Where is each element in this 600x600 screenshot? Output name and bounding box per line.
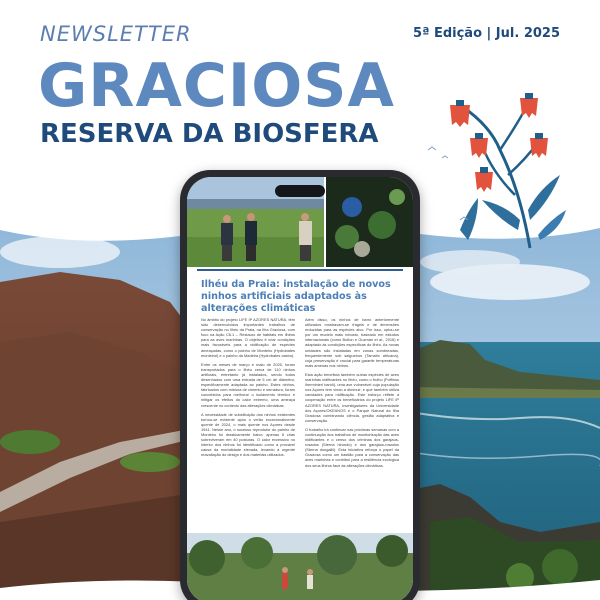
article-bottom-photo [187, 533, 413, 600]
article-paragraph: Além disso, os ninhos de barro anteriormente utilizados mostravam-se frágeis e de dimensões reduzidas para as espécies alvo. Por isso, optou-se por um modelo mais robusto, baseado em estudos internacionais (como Bolton e Guzmán et al., 2016) e adaptado às condições específicas do Ilhéu. As novas unidades são instaladas em zonas sombreadas, frequentemente sob salgueiros (Tamarix africana), cuja preservação é crucial para garantir temperaturas mais amenas nos ninhos. [305, 317, 399, 368]
article-column-right [305, 317, 399, 472]
article-paragraph: No âmbito do projeto LIFE IP AZORES NATURA, têm sido desenvolvidos importantes trabalhos de conservação no Ilhéu da Praia, na Ilha Graciosa, com foco na Ação C6.1 – Restauro de habitats em ilhéus para as aves marinhas. O objetivo é criar condições mais favoráveis para a nidificação de espécies ameaçadas, como o painho de Monteiro (Hydrobates monteiroi) e o painho da Madeira (Hydrobates castro). [201, 317, 295, 358]
article-paragraph: A necessidade de substituição dos ninhos existentes tornou-se evidente após o verão excecionalmente quente de 2024, o mais quente nos Açores desde 1941. Nesse ano, o sucesso reprodutor do painho de Monteiro foi drasticamente baixo: apenas 6 crias sobreviveram em 40 posturas. O calor excessivo no interior dos ninhos foi identificado como a provável causa da mortalidade elevada, levando à urgente reavaliação do design e dos materiais utilizados. [201, 411, 295, 458]
bellflower-illustration [420, 70, 570, 250]
article-paragraph: Esta ação beneficia também outras espécies de aves marinhas nidificantes no Ilhéu, como o frulho (Puffinus lherminieri baroli), uma ave vulnerável cuja população nos Açores tem vindo a diminuir, e que também utiliza cavidades para nidificação. Este esforço reflete a cooperação entre os beneficiários do projeto LIFE IP AZORES NATURA, investigadores da Universidade dos Açores/OKEANOS e o Parque Natural da Ilha Graciosa combinando ciência, gestão adaptativa e conservação. [305, 371, 399, 423]
newsletter-kicker: NEWSLETTER [40, 22, 192, 46]
article-paragraph: Entre os meses de março e maio de 2025, foram transportados para o Ilhéu cerca de 110 ninhos artificiais, entretanto já instalados, sendo todos desenhados com uma entrada de 5 cm de diâmetro, especificamente adaptada ao painho. Estes ninhos, fabricados com mistura de cimento e serradura, foram concebidos para melhorar o isolamento térmico e mitigar os efeitos do calor extremo, uma ameaça crescente no contexto das alterações climáticas. [201, 361, 295, 408]
article-paragraph: O trabalho irá continuar nas próximas semanas com a continuação dos trabalhos de monitorização das aves nidificantes e o censo dos criminas dos garajaus-rosados (Sterna hirundo) e dos garajaus-rosados (Sterna dougallii). Esta iniciativa reforça o papel da Graciosa como um bastião para a conservação das aves marinhas e contribui para a resiliência ecológica dos seus ilhéus face às alterações climáticas. [305, 426, 399, 468]
article-column-left [201, 317, 295, 461]
page-title: GRACIOSA [38, 51, 395, 121]
phone-mockup [180, 170, 420, 600]
phone-screen [187, 177, 413, 600]
page-subtitle: RESERVA DA BIOSFERA [40, 119, 379, 149]
article-divider [197, 269, 403, 271]
article-title: Ilhéu da Praia: instalação de novos ninhos artificiais adaptados às alterações climáticas [201, 279, 391, 314]
phone-notch [275, 185, 325, 197]
edition-label: 5ª Edição | Jul. 2025 [413, 26, 560, 41]
